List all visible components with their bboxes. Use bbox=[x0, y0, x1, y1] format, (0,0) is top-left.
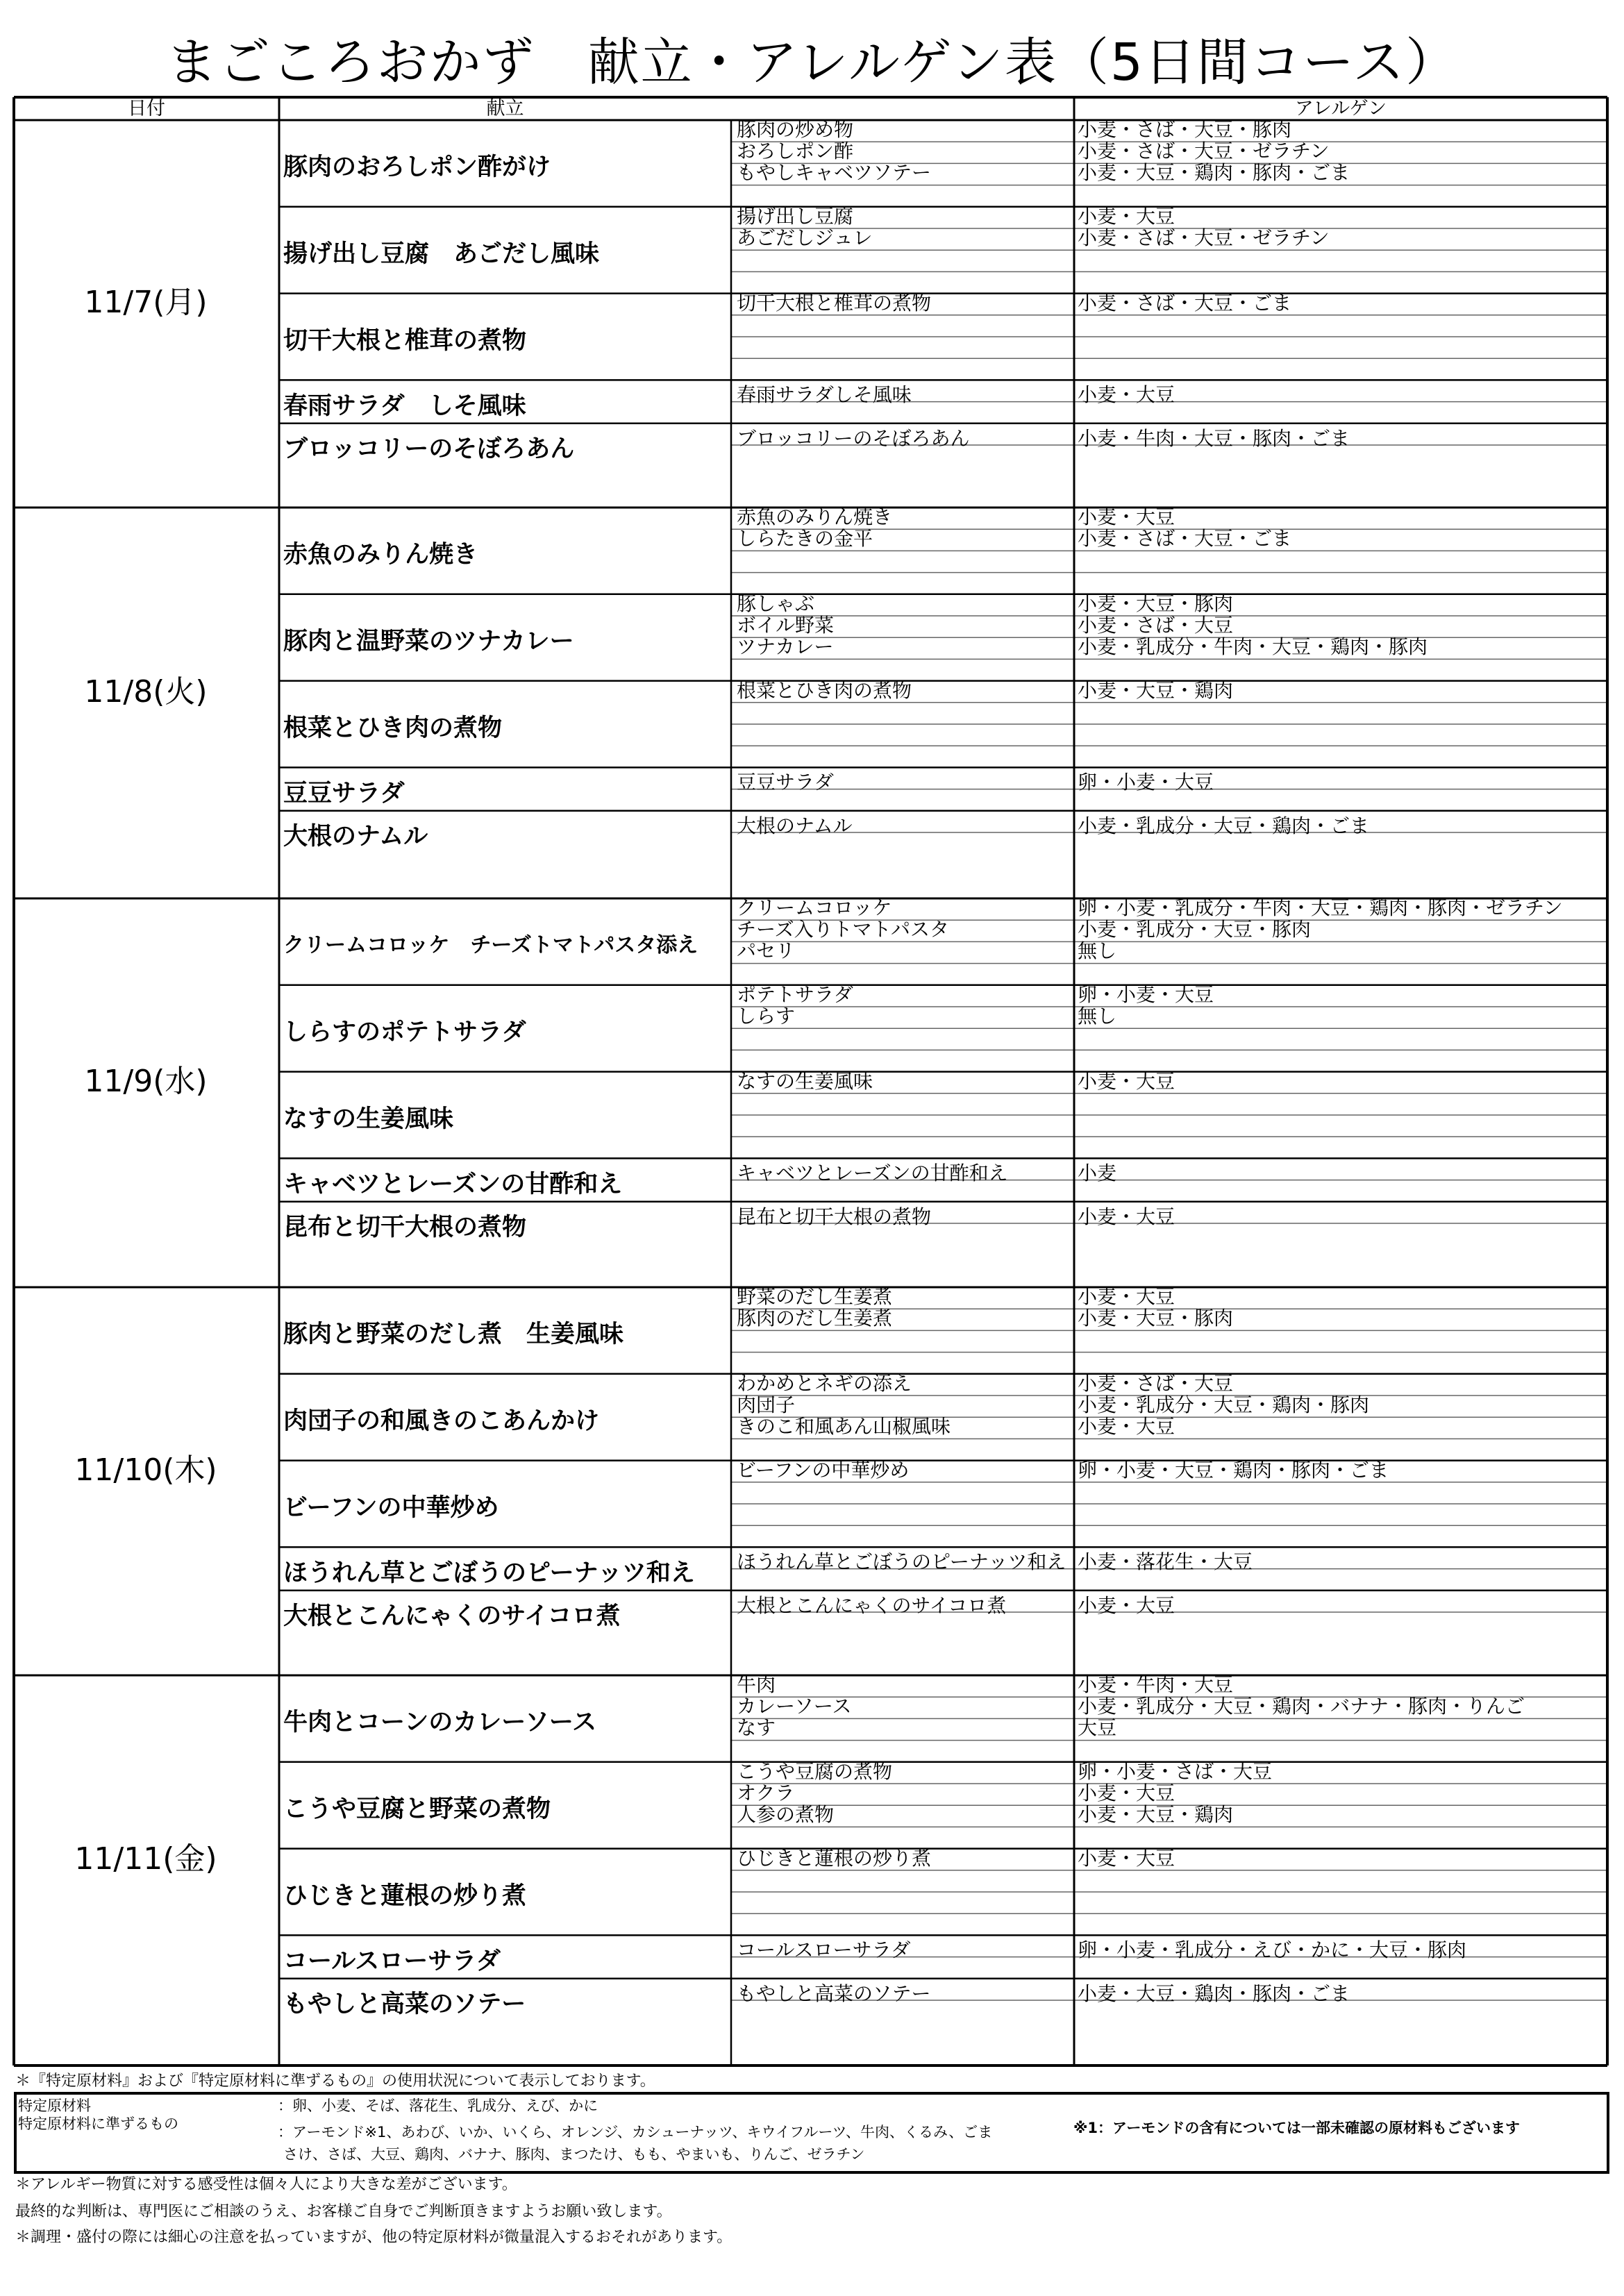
component-name: しらす bbox=[737, 1006, 796, 1027]
dish-name: なすの生姜風味 bbox=[283, 1105, 454, 1133]
dish-name: 豚肉と温野菜のツナカレー bbox=[283, 628, 574, 656]
component-allergens: 卵・小麦・大豆 bbox=[1078, 772, 1214, 794]
component-allergens: 小麦・大豆 bbox=[1078, 1847, 1175, 1869]
component-allergens: 小麦・大豆・鶏肉 bbox=[1078, 1804, 1234, 1826]
component-name: 豚しゃぶ bbox=[737, 593, 815, 614]
component-name: ツナカレー bbox=[737, 637, 834, 658]
dish-name: 赤魚のみりん焼き bbox=[283, 541, 478, 569]
component-allergens: 小麦・乳成分・大豆・鶏肉・ごま bbox=[1078, 815, 1370, 837]
legend-label-equivalent: 特定原材料に準ずるもの bbox=[18, 2115, 178, 2132]
component-allergens: 小麦・さば・大豆・豚肉 bbox=[1078, 119, 1292, 140]
header-menu: 献立 bbox=[486, 99, 524, 119]
legend-almond-note: ※1：アーモンドの含有については一部未確認の原材料もございます bbox=[1073, 2120, 1520, 2136]
component-name: わかめとネギの添え bbox=[737, 1373, 912, 1394]
component-name: 野菜のだし生姜煮 bbox=[737, 1287, 893, 1307]
component-allergens: 小麦・さば・大豆・ごま bbox=[1078, 292, 1292, 314]
component-name: あごだしジュレ bbox=[737, 228, 873, 249]
component-name: 根菜とひき肉の煮物 bbox=[737, 680, 912, 701]
component-allergens: 小麦・大豆 bbox=[1078, 1595, 1175, 1616]
dish-name: 大根のナムル bbox=[283, 823, 428, 850]
component-name: 肉団子 bbox=[737, 1395, 796, 1416]
component-allergens: 小麦・さば・大豆・ゼラチン bbox=[1078, 228, 1330, 249]
component-allergens: 小麦・大豆 bbox=[1078, 1416, 1175, 1438]
component-allergens: 卵・小麦・さば・大豆 bbox=[1078, 1761, 1273, 1782]
component-name: キャベツとレーズンの甘酢和え bbox=[737, 1163, 1008, 1184]
day-date: 11/9(水) bbox=[84, 1064, 208, 1099]
component-allergens: 小麦・乳成分・大豆・豚肉 bbox=[1078, 919, 1312, 941]
dish-name: ブロッコリーのそぼろあん bbox=[283, 435, 575, 463]
dish-name: ほうれん草とごぼうのピーナッツ和え bbox=[283, 1559, 695, 1587]
day-date: 11/7(月) bbox=[84, 285, 208, 320]
component-allergens: 小麦・大豆 bbox=[1078, 385, 1175, 406]
component-allergens: 小麦・大豆・豚肉 bbox=[1078, 593, 1234, 614]
component-name: 昆布と切干大根の煮物 bbox=[737, 1206, 932, 1227]
page-title: まごころおかず 献立・アレルゲン表（5日間コース） bbox=[165, 33, 1459, 92]
dish-name: 揚げ出し豆腐 あごだし風味 bbox=[283, 240, 600, 269]
component-allergens: 小麦・大豆 bbox=[1078, 1287, 1175, 1307]
component-allergens: 小麦・落花生・大豆 bbox=[1078, 1552, 1253, 1573]
dish-name: 切干大根と椎茸の煮物 bbox=[283, 327, 527, 355]
component-allergens: 小麦・さば・大豆 bbox=[1078, 1373, 1234, 1394]
component-name: ほうれん草とごぼうのピーナッツ和え bbox=[737, 1552, 1066, 1573]
component-name: ひじきと蓮根の炒り煮 bbox=[737, 1847, 932, 1869]
component-allergens: 卵・小麦・大豆・鶏肉・豚肉・ごま bbox=[1078, 1459, 1389, 1481]
component-allergens: 小麦・さば・大豆・ゼラチン bbox=[1078, 141, 1330, 162]
component-allergens: 小麦・大豆 bbox=[1078, 1783, 1175, 1804]
note-bottom-3: ＊調理・盛付の際には細心の注意を払っていますが、他の特定原材料が微量混入するおそれがあります。 bbox=[15, 2229, 733, 2246]
component-allergens: 小麦・大豆・鶏肉・豚肉・ごま bbox=[1078, 1983, 1350, 2004]
component-name: カレーソース bbox=[737, 1696, 852, 1718]
day-date: 11/10(木) bbox=[74, 1452, 217, 1488]
component-allergens: 小麦・乳成分・大豆・鶏肉・バナナ・豚肉・りんご bbox=[1078, 1696, 1525, 1718]
component-allergens: 大豆 bbox=[1078, 1718, 1117, 1739]
component-name: 揚げ出し豆腐 bbox=[737, 206, 854, 227]
component-allergens: 小麦・大豆 bbox=[1078, 1071, 1175, 1092]
component-name: 春雨サラダしそ風味 bbox=[737, 385, 912, 406]
dish-name: 肉団子の和風きのこあんかけ bbox=[283, 1407, 600, 1436]
component-allergens: 小麦・さば・大豆・ごま bbox=[1078, 528, 1292, 550]
dish-name: ひじきと蓮根の炒り煮 bbox=[283, 1882, 527, 1910]
component-allergens: 無し bbox=[1078, 1006, 1117, 1027]
component-allergens: 小麦・大豆 bbox=[1078, 507, 1175, 528]
dish-name: 牛肉とコーンのカレーソース bbox=[283, 1709, 597, 1737]
dish-name: クリームコロッケ チーズトマトパスタ添え bbox=[283, 933, 698, 958]
component-allergens: 小麦・さば・大豆 bbox=[1078, 615, 1234, 636]
component-allergens: 小麦・大豆 bbox=[1078, 206, 1175, 227]
component-name: チーズ入りトマトパスタ bbox=[737, 919, 950, 941]
component-name: クリームコロッケ bbox=[737, 898, 892, 919]
component-allergens: 小麦・大豆・豚肉 bbox=[1078, 1308, 1234, 1330]
component-name: きのこ和風あん山椒風味 bbox=[737, 1416, 951, 1438]
component-allergens: 卵・小麦・乳成分・えび・かに・大豆・豚肉 bbox=[1078, 1940, 1467, 1961]
component-name: 赤魚のみりん焼き bbox=[737, 507, 893, 528]
component-allergens: 小麦・大豆・鶏肉・豚肉・ごま bbox=[1078, 162, 1350, 184]
component-name: ボイル野菜 bbox=[737, 615, 835, 636]
component-allergens: 小麦・大豆・鶏肉 bbox=[1078, 680, 1234, 701]
component-allergens: 小麦 bbox=[1078, 1163, 1117, 1184]
component-name: コールスローサラダ bbox=[737, 1940, 911, 1961]
component-name: しらたきの金平 bbox=[737, 528, 873, 550]
component-allergens: 卵・小麦・乳成分・牛肉・大豆・鶏肉・豚肉・ゼラチン bbox=[1078, 898, 1563, 919]
component-allergens: 卵・小麦・大豆 bbox=[1078, 984, 1214, 1005]
component-allergens: 小麦・牛肉・大豆・豚肉・ごま bbox=[1078, 428, 1350, 449]
day-date: 11/11(金) bbox=[74, 1841, 217, 1877]
component-allergens: 小麦・大豆 bbox=[1078, 1206, 1175, 1227]
component-name: もやしと高菜のソテー bbox=[737, 1983, 931, 2004]
dish-name: 豆豆サラダ bbox=[283, 779, 405, 807]
legend-value-equivalent-1: ：アーモンド※1、あわび、いか、いくら、オレンジ、カシューナッツ、キウイフルーツ、牛肉、くるみ、ごま bbox=[278, 2124, 993, 2140]
component-name: もやしキャベツソテー bbox=[737, 162, 932, 184]
note-bottom-2: 最終的な判断は、専門医にご相談のうえ、お客様ご自身でご判断頂きますようお願い致します。 bbox=[15, 2203, 672, 2220]
legend-value-equivalent-2: さけ、さば、大豆、鶏肉、バナナ、豚肉、まつたけ、もも、やまいも、りんご、ゼラチン bbox=[283, 2146, 865, 2163]
component-name: ブロッコリーのそぼろあん bbox=[737, 428, 970, 449]
component-name: 豆豆サラダ bbox=[737, 772, 834, 794]
component-name: 切干大根と椎茸の煮物 bbox=[737, 292, 932, 314]
dish-name: こうや豆腐と野菜の煮物 bbox=[283, 1795, 551, 1824]
component-name: 豚肉のだし生姜煮 bbox=[737, 1308, 893, 1330]
component-allergens: 無し bbox=[1078, 941, 1117, 962]
component-allergens: 小麦・牛肉・大豆 bbox=[1078, 1675, 1234, 1695]
header-allergen: アレルゲン bbox=[1294, 99, 1387, 119]
component-name: 大根のナムル bbox=[737, 815, 853, 837]
day-date: 11/8(火) bbox=[84, 673, 208, 710]
dish-name: 豚肉のおろしポン酢がけ bbox=[283, 153, 551, 182]
component-name: なすの生姜風味 bbox=[737, 1071, 873, 1092]
legend-label-specified: 特定原材料 bbox=[18, 2097, 91, 2114]
component-allergens: 小麦・乳成分・大豆・鶏肉・豚肉 bbox=[1078, 1395, 1370, 1416]
legend-value-specified: ：卵、小麦、そば、落花生、乳成分、えび、かに bbox=[278, 2097, 598, 2114]
dish-name: 春雨サラダ しそ風味 bbox=[283, 392, 526, 420]
dish-name: 昆布と切干大根の煮物 bbox=[283, 1214, 527, 1241]
dish-name: コールスローサラダ bbox=[283, 1947, 501, 1975]
component-name: オクラ bbox=[737, 1783, 795, 1804]
dish-name: 豚肉と野菜のだし煮 生姜風味 bbox=[283, 1321, 624, 1349]
component-name: なす bbox=[737, 1718, 776, 1739]
component-name: 牛肉 bbox=[737, 1675, 776, 1695]
dish-name: もやしと高菜のソテー bbox=[283, 1991, 526, 2018]
note-top: ＊『特定原材料』および『特定原材料に準ずるもの』の使用状況について表示しております。 bbox=[15, 2072, 655, 2090]
component-name: 人参の煮物 bbox=[737, 1804, 835, 1826]
dish-name: 根菜とひき肉の煮物 bbox=[283, 714, 503, 742]
dish-name: キャベツとレーズンの甘酢和え bbox=[283, 1170, 623, 1198]
note-bottom-1: ＊アレルギー物質に対する感受性は個々人により大きな差がございます。 bbox=[15, 2176, 517, 2193]
component-name: ビーフンの中華炒め bbox=[737, 1459, 910, 1481]
component-name: こうや豆腐の煮物 bbox=[737, 1761, 893, 1782]
component-allergens: 小麦・乳成分・牛肉・大豆・鶏肉・豚肉 bbox=[1078, 637, 1428, 658]
component-name: おろしポン酢 bbox=[737, 141, 854, 162]
component-name: パセリ bbox=[737, 941, 796, 962]
component-name: 大根とこんにゃくのサイコロ煮 bbox=[737, 1595, 1007, 1616]
dish-name: 大根とこんにゃくのサイコロ煮 bbox=[283, 1602, 621, 1630]
component-name: ポテトサラダ bbox=[737, 984, 853, 1005]
dish-name: しらすのポテトサラダ bbox=[283, 1019, 526, 1047]
dish-name: ビーフンの中華炒め bbox=[283, 1494, 499, 1522]
component-name: 豚肉の炒め物 bbox=[737, 119, 854, 140]
header-date: 日付 bbox=[128, 99, 165, 119]
